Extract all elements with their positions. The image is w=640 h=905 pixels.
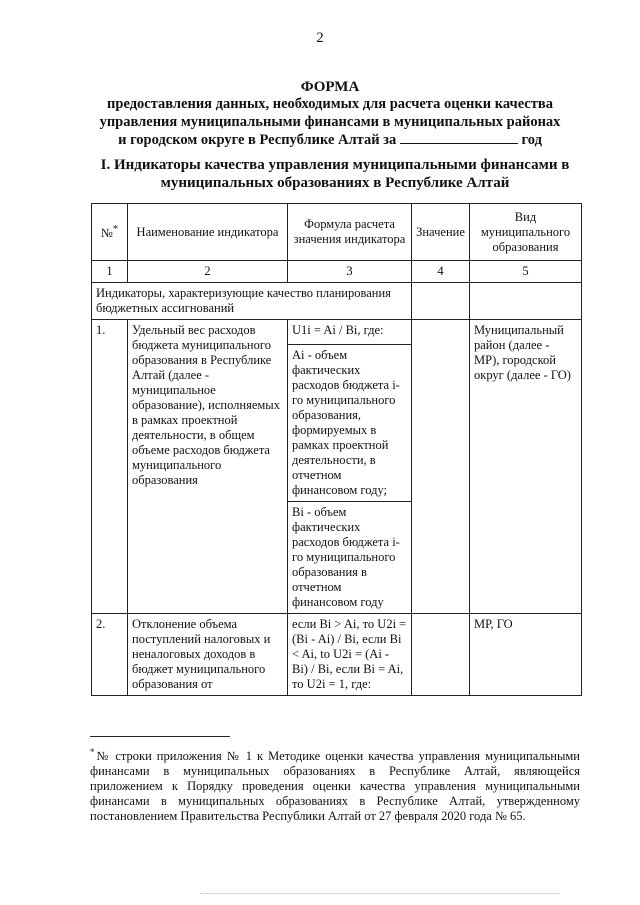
row-1-formula-b: Bi - объем фактических расходов бюджета i-го муниципального образования в отчетном финансовом году [288,502,412,614]
subtitle-year-word: год [521,132,542,148]
footnote-text: № строки приложения № 1 к Методике оценки качества управления муниципальными финансами в муниципальных образованиях в Республике Алтай, являющейся приложением к Порядку проведения оценки качества управления муниципальными финансами в муниципальных образованиях в Республике Алтай, утвержденному постановлением Правительства Республики Алтай от 27 февраля 2020 года № 65. [90,749,580,824]
row-2-type: МР, ГО [470,614,582,696]
table-header-row [92,204,582,261]
subtitle-line-2: управления муниципальными финансами в муниципальных районах [99,113,561,130]
row-2-num: 2. [92,614,128,696]
footnote [90,745,580,824]
group-row [92,283,582,320]
header-formula: Формула расчета значения индикатора [288,204,412,261]
section-title [90,156,580,192]
row-1-type: Муниципальный район (далее - МР), городской округ (далее - ГО) [470,320,582,614]
table-row [92,320,582,345]
row-1-formula-a: Ai - объем фактических расходов бюджета i-го муниципального образования, формируемых в рамках проектной деятельности, в отчетном финансовом году; [288,345,412,502]
row-2-name: Отклонение объема поступлений налоговых и неналоговых доходов в бюджет муниципального образования от [128,614,288,696]
scan-artifact-divider [200,893,560,895]
year-blank-field[interactable] [400,131,518,144]
header-num-footnote-mark: * [112,224,119,236]
subtitle-line-3-text: и городском округе в Республике Алтай за [118,132,397,148]
section-title-line-1: I. Индикаторы качества управления муниципальными финансами в [100,157,570,173]
col-number: 2 [128,261,288,283]
row-2-value-cell[interactable] [412,614,470,696]
document-title [80,78,580,150]
group-title: Индикаторы, характеризующие качество планирования бюджетных ассигнований [92,283,412,320]
group-value-cell [412,283,470,320]
col-number: 5 [470,261,582,283]
row-1-name: Удельный вес расходов бюджета муниципального образования в Республике Алтай (далее - муниципальное образование), исполняемых в рамках проектной деятельности, в общем объеме расходов бюджета муниципального образования [128,320,288,614]
indicators-table [91,203,582,696]
section-title-line-2: муниципальных образованиях в Республике Алтай [160,175,510,191]
header-value: Значение [412,204,470,261]
row-1-formula-main: U1i = Ai / Bi, где: [288,320,412,345]
form-heading: ФОРМА [300,79,360,95]
row-2-formula: если Bi > Ai, то U2i = (Bi - Ai) / Bi, если Bi < Ai, to U2i = (Ai - Bi) / Bi, если Bi = Ai, то U2i = 1, где: [288,614,412,696]
row-1-num: 1. [92,320,128,614]
subtitle-line-3 [80,131,580,150]
col-number: 4 [412,261,470,283]
table-row [92,614,582,696]
row-1-value-cell[interactable] [412,320,470,614]
header-num: №* [92,204,128,261]
header-type: Вид муниципального образования [470,204,582,261]
page-number: 2 [316,30,324,46]
subtitle-line-1: предоставления данных, необходимых для расчета оценки качества [107,96,553,112]
header-name: Наименование индикатора [128,204,288,261]
footnote-divider [90,736,230,737]
col-number: 1 [92,261,128,283]
col-number: 3 [288,261,412,283]
footnote-mark: * [90,747,95,757]
column-number-row [92,261,582,283]
group-type-cell [470,283,582,320]
